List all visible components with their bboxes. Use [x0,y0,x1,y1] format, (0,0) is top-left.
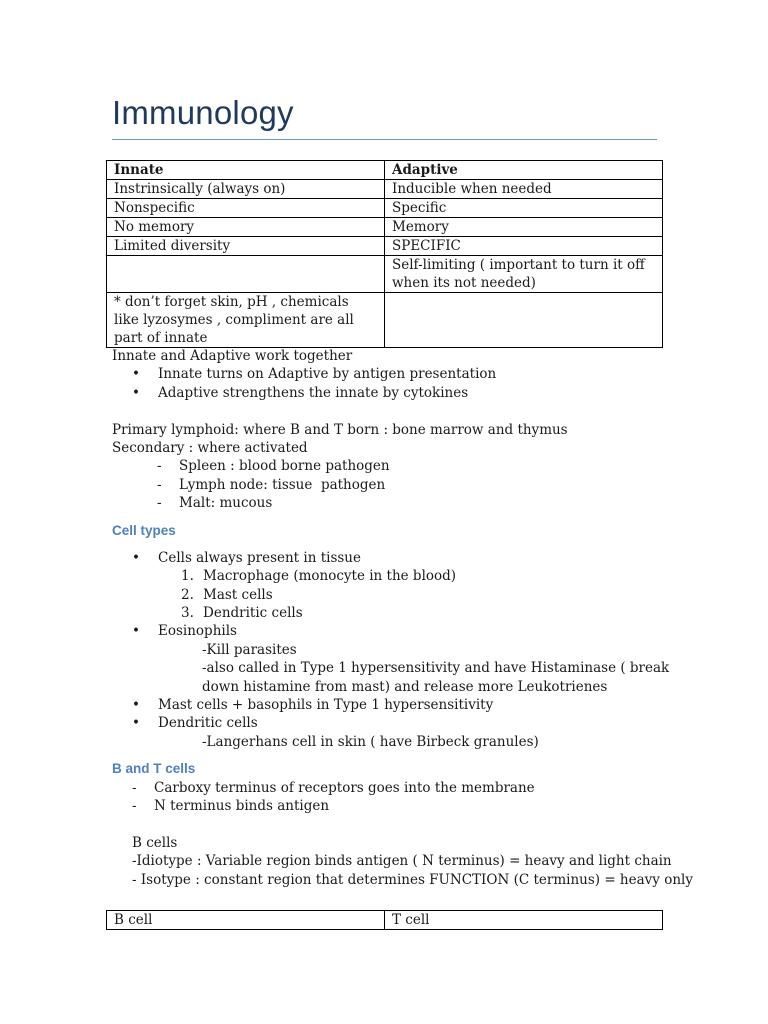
table-row [107,180,663,199]
dash-icon: - [157,476,162,493]
table-row [107,199,663,218]
list-item [112,494,672,512]
secondary-lymphoid-text: Secondary : where activated [112,439,308,456]
list-item-text: Mast cells [203,586,273,603]
list-item-text: Carboxy terminus of receptors goes into the membrane [154,779,535,796]
table-row [107,293,663,348]
dash-icon: - [132,779,137,796]
list-item [112,696,672,714]
list-item [112,457,672,475]
table-header-cell: Innate [107,161,385,180]
list-item-text: Cells always present in tissue [158,549,361,566]
notes-body [112,347,693,889]
list-item [112,714,672,732]
list-item-text: Lymph node: tissue pathogen [179,476,386,493]
table-cell: Instrinsically (always on) [107,180,385,199]
sub-text: -also called in Type 1 hypersensitivity and have Histaminase ( break [202,660,670,677]
sub-text: -Kill parasites [202,641,297,658]
bullet-icon: • [132,384,140,401]
table-cell: SPECIFIC [385,237,663,256]
numbered-item [112,567,672,585]
intro-text: Innate and Adaptive work together [112,348,353,364]
table-header-cell: Adaptive [385,161,663,180]
list-item-text: Dendritic cells [158,715,258,732]
list-item-text: Spleen : blood borne pathogen [179,458,390,475]
list-item-text: Eosinophils [158,623,237,640]
page-title: Immunology [112,94,294,131]
b-cells-title: B cells [132,834,178,851]
b-t-cell-table [106,910,663,930]
primary-lymphoid-text: Primary lymphoid: where B and T born : bone marrow and thymus [112,421,568,438]
list-item-text: Dendritic cells [203,605,303,622]
table-cell: Limited diversity [107,237,385,256]
numbered-item [112,604,672,622]
idiotype-text: -Idiotype : Variable region binds antigen ( N terminus) = heavy and light chain [132,853,672,870]
dash-icon: - [157,458,162,475]
list-number: 3. [181,605,194,622]
table-header-row [107,911,663,930]
table-header-cell: B cell [107,911,385,930]
table-row [107,218,663,237]
innate-adaptive-table [106,160,663,348]
list-item-text: Innate turns on Adaptive by antigen presentation [158,366,497,383]
sub-text: -Langerhans cell in skin ( have Birbeck granules) [202,733,539,750]
table-cell: Specific [385,199,663,218]
bullet-icon: • [132,697,140,714]
list-item [112,365,672,383]
list-item [112,384,672,402]
list-item [112,622,672,640]
list-item-text: Macrophage (monocyte in the blood) [203,568,457,585]
sub-text: down histamine from mast) and release more Leukotrienes [202,678,608,695]
table-cell: Inducible when needed [385,180,663,199]
list-item [112,549,672,567]
numbered-item [112,586,672,604]
list-number: 2. [181,586,194,603]
list-item-text: Mast cells + basophils in Type 1 hypersensitivity [158,697,494,714]
section-heading-cell-types: Cell types [112,522,176,538]
list-item [112,779,672,797]
isotype-text: - Isotype : constant region that determines FUNCTION (C terminus) = heavy only [132,871,693,888]
table-cell: Nonspecific [107,199,385,218]
list-item [112,476,672,494]
table-cell: Self-limiting ( important to turn it off when its not needed) [385,256,663,293]
list-item [112,797,672,815]
table-cell: * don’t forget skin, pH , chemicals like lyzosymes , compliment are all part of innate [107,293,385,348]
table-row [107,256,663,293]
dash-icon: - [157,495,162,512]
list-item-text: N terminus binds antigen [154,797,330,814]
table-header-cell: T cell [385,911,663,930]
bullet-icon: • [132,715,140,732]
title-underline [112,139,657,140]
list-item-text: Malt: mucous [179,495,273,512]
bullet-icon: • [132,623,140,640]
table-header-row [107,161,663,180]
table-cell: Memory [385,218,663,237]
dash-icon: - [132,797,137,814]
bullet-icon: • [132,549,140,566]
table-cell [107,256,385,293]
list-number: 1. [181,568,194,585]
bullet-icon: • [132,366,140,383]
table-cell [385,293,663,348]
table-cell: No memory [107,218,385,237]
section-heading-b-and-t-cells: B and T cells [112,761,196,777]
table-row [107,237,663,256]
list-item-text: Adaptive strengthens the innate by cytokines [158,384,469,401]
